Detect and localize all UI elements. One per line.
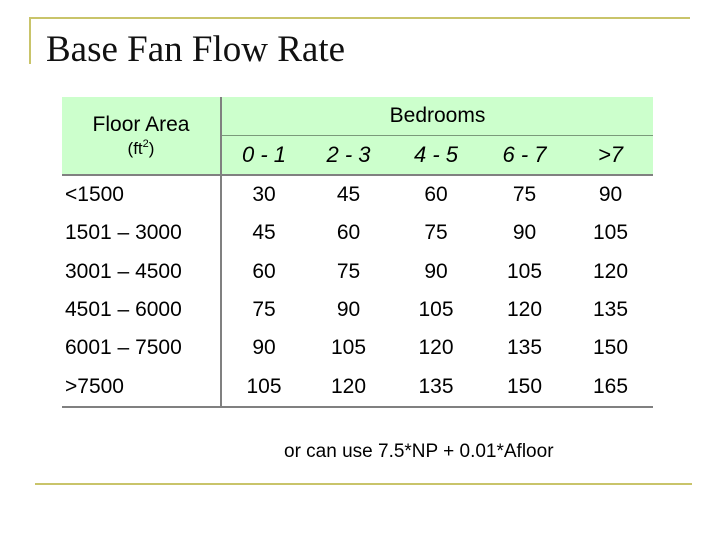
flow-rate-cell: 120 [506, 298, 543, 322]
flow-rate-cell: 120 [306, 367, 391, 406]
flow-rate-cell: 30 [252, 183, 276, 207]
floor-area-value: 1501 – 3000 [62, 214, 221, 252]
flow-rate-cell: 90 [424, 259, 448, 283]
flow-rate-cell: 135 [391, 367, 481, 406]
flow-rate-cell: 75 [336, 259, 361, 283]
flow-rate-cell: 90 [598, 183, 623, 207]
flow-rate-cell: 105 [221, 367, 306, 406]
floor-area-value: 3001 – 4500 [62, 253, 221, 291]
table-row [62, 214, 653, 252]
flow-rate-cell: 75 [424, 221, 448, 245]
floor-area-value: <1500 [62, 175, 221, 214]
floor-area-header [62, 97, 221, 175]
fan-flow-table [62, 97, 653, 408]
bedroom-column-header: 0 - 1 [221, 136, 306, 176]
formula-note: or can use 7.5*NP + 0.01*Afloor [284, 441, 554, 462]
flow-rate-cell: 60 [424, 183, 448, 207]
floor-area-value: 4501 – 6000 [62, 291, 221, 329]
flow-rate-cell: 45 [336, 183, 361, 207]
bottom-rule [35, 483, 692, 485]
flow-rate-cell: 120 [592, 259, 629, 283]
table-row [62, 253, 653, 291]
flow-rate-cell: 105 [506, 259, 543, 283]
flow-rate-cell: 135 [592, 298, 629, 322]
flow-rate-cell: 165 [568, 367, 653, 406]
floor-area-unit: $(ft^2)$ [127, 138, 155, 159]
flow-rate-cell: 60 [336, 221, 361, 245]
table-row [62, 175, 653, 214]
flow-rate-cell: 45 [252, 221, 276, 245]
flow-rate-cell: 150 [481, 367, 568, 406]
slide-title: Base Fan Flow Rate [46, 29, 346, 70]
flow-rate-cell: 105 [330, 336, 367, 360]
flow-rate-cell: 120 [418, 336, 454, 360]
bedroom-column-header: >7 [568, 136, 653, 176]
table-row [62, 367, 653, 406]
floor-area-value: 6001 – 7500 [62, 329, 221, 367]
floor-area-value: >7500 [62, 367, 221, 406]
header-row-1 [62, 97, 653, 136]
flow-rate-cell: 75 [252, 298, 276, 322]
table-row [62, 291, 653, 329]
floor-area-label: Floor Area [92, 112, 190, 136]
bedroom-column-header: 6 - 7 [481, 136, 568, 176]
top-rule [29, 17, 690, 19]
bedroom-column-header: 4 - 5 [391, 136, 481, 176]
flow-rate-cell: 90 [252, 336, 276, 360]
flow-rate-cell: 105 [592, 221, 629, 245]
flow-rate-cell: 60 [252, 259, 276, 283]
bedroom-column-header: 2 - 3 [306, 136, 391, 176]
table-row [62, 329, 653, 367]
flow-rate-cell: 105 [418, 298, 454, 322]
flow-rate-cell: 75 [512, 183, 537, 207]
flow-rate-cell: 150 [592, 336, 629, 360]
flow-rate-cell: 90 [336, 298, 361, 322]
bedrooms-header: Bedrooms [221, 97, 653, 136]
flow-rate-cell: 135 [506, 336, 543, 360]
flow-rate-cell: 90 [512, 221, 537, 245]
left-rule [29, 17, 31, 64]
